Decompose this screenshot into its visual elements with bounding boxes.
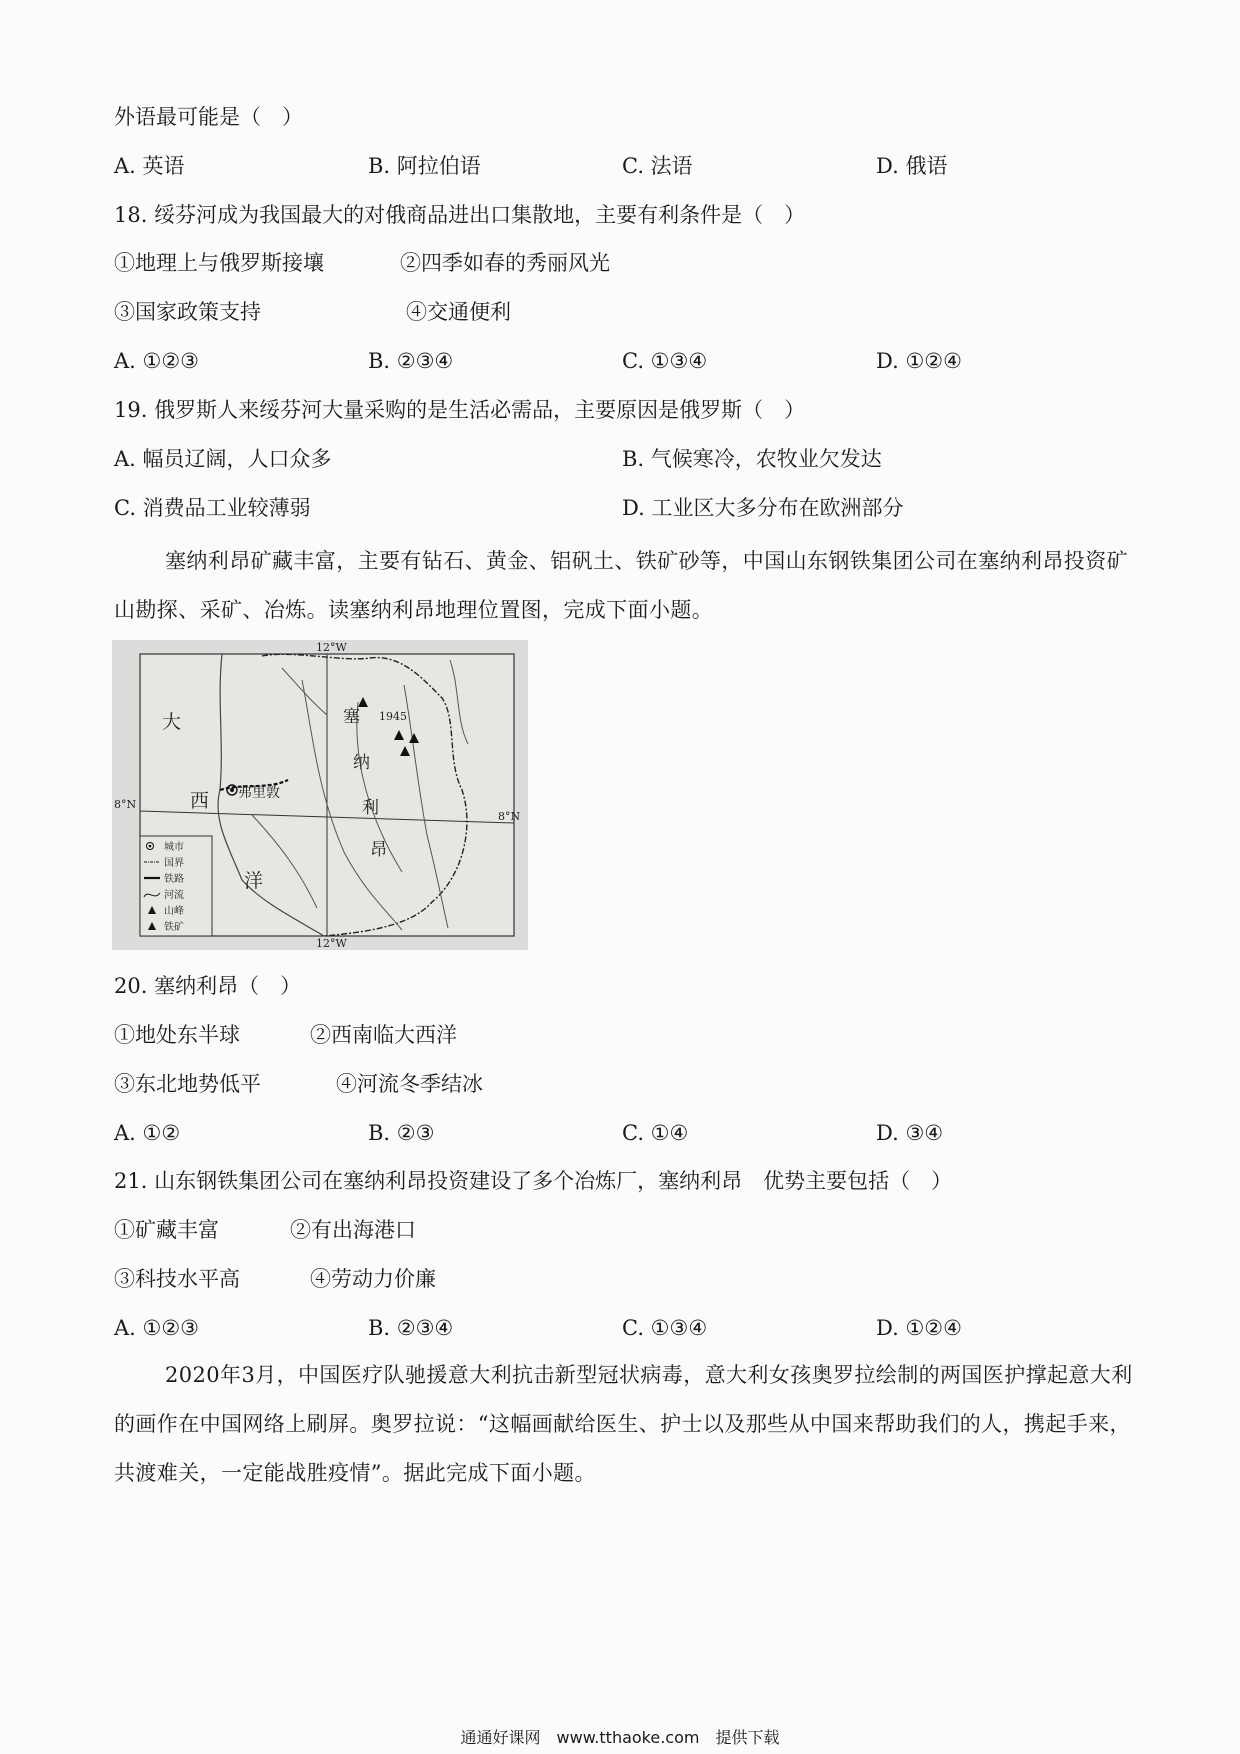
q20-items-row-1 (114, 1020, 1134, 1050)
q20-item-1: ①地处东半球 (114, 1023, 240, 1047)
q21-item-1: ①矿藏丰富 (114, 1218, 219, 1242)
q18-options (114, 346, 1134, 376)
q20-items-row-2 (114, 1069, 1134, 1099)
sierra-leone-map (112, 640, 528, 950)
q20-option-b[interactable]: B. ②③ (368, 1121, 435, 1145)
city-label-freetown: 弗里敦 (238, 785, 280, 801)
q18-option-b[interactable]: B. ②③④ (368, 349, 454, 373)
lon-label-bottom: 12°W (316, 937, 347, 950)
q18-items-row-1 (114, 248, 1134, 278)
q20-item-4: ④河流冬季结冰 (336, 1072, 483, 1096)
q20-item-2: ②西南临大西洋 (310, 1023, 457, 1047)
italy-passage: 2020年3月，中国医疗队驰援意大利抗击新型冠状病毒，意大利女孩奥罗拉绘制的两国医护撑起意大利的画作在中国网络上刷屏。奥罗拉说：“这幅画献给医生、护士以及那些从中国来帮助我们的人，携起手来，共渡难关，一定能战胜疫情”。据此完成下面小题。 (114, 1363, 1133, 1485)
q20-options (114, 1118, 1134, 1148)
legend-label-peak: 山峰 (164, 906, 184, 917)
map-legend (140, 836, 212, 936)
q21-items-row-1 (114, 1215, 1134, 1245)
peak-elevation-label: 1945 (379, 710, 407, 723)
q18-option-c[interactable]: C. ①③④ (622, 349, 708, 373)
q21-items-row-2 (114, 1264, 1134, 1294)
sierra-leone-passage: 塞纳利昂矿藏丰富，主要有钻石、黄金、铝矾土、铁矿砂等，中国山东钢铁集团公司在塞纳利昂投资矿山勘探、采矿、冶炼。读塞纳利昂地理位置图，完成下面小题。 (114, 549, 1128, 622)
q17-stem-continued: 外语最可能是（ ） (114, 105, 303, 129)
q18-item-2: ②四季如春的秀丽风光 (400, 251, 610, 275)
q17-option-b[interactable]: B. 阿拉伯语 (368, 154, 481, 178)
q20-option-a[interactable]: A. ①② (114, 1121, 181, 1145)
legend-label-river: 河流 (164, 890, 184, 901)
page-footer: 通通好课网 www.tthaoke.com 提供下载 (460, 1728, 780, 1747)
q21-option-d[interactable]: D. ①②④ (876, 1316, 962, 1340)
legend-label-iron-mine: 铁矿 (164, 922, 184, 933)
q18-item-3: ③国家政策支持 (114, 300, 261, 324)
q20-option-c[interactable]: C. ①④ (622, 1121, 689, 1145)
q18-items-row-2 (114, 297, 1134, 327)
legend-label-border: 国界 (164, 858, 184, 869)
q19-option-b[interactable]: B. 气候寒冷，农牧业欠发达 (622, 447, 882, 471)
country-char-sai: 塞 (343, 707, 360, 727)
lon-label-top: 12°W (316, 641, 347, 654)
legend-label-railway: 铁路 (164, 874, 184, 885)
ocean-char-xi: 西 (190, 790, 210, 812)
q21-option-c[interactable]: C. ①③④ (622, 1316, 708, 1340)
q21-option-a[interactable]: A. ①②③ (114, 1316, 199, 1340)
legend-label-city: 城市 (164, 842, 184, 853)
q21-item-3: ③科技水平高 (114, 1267, 240, 1291)
q20-stem: 20. 塞纳利昂（ ） (114, 974, 302, 998)
legend-city-icon-dot (149, 845, 152, 848)
q18-option-a[interactable]: A. ①②③ (114, 349, 199, 373)
q19-option-a[interactable]: A. 幅员辽阔，人口众多 (114, 447, 332, 471)
q21-item-2: ②有出海港口 (290, 1218, 416, 1242)
lat-label-right: 8°N (498, 810, 521, 823)
q18-option-d[interactable]: D. ①②④ (876, 349, 962, 373)
freetown-city-dot (230, 788, 234, 792)
q20-option-d[interactable]: D. ③④ (876, 1121, 944, 1145)
q20-item-3: ③东北地势低平 (114, 1072, 261, 1096)
q17-option-d[interactable]: D. 俄语 (876, 154, 948, 178)
q21-option-b[interactable]: B. ②③④ (368, 1316, 454, 1340)
ocean-char-da: 大 (162, 711, 182, 733)
q19-option-c[interactable]: C. 消费品工业较薄弱 (114, 496, 311, 520)
q17-option-a[interactable]: A. 英语 (114, 154, 185, 178)
ocean-char-yang: 洋 (244, 870, 264, 892)
q19-options-row-1 (114, 444, 1134, 474)
q21-stem: 21. 山东钢铁集团公司在塞纳利昂投资建设了多个冶炼厂，塞纳利昂 优势主要包括（ ） (114, 1169, 953, 1193)
country-char-li: 利 (362, 798, 379, 818)
q21-item-4: ④劳动力价廉 (310, 1267, 436, 1291)
q17-option-c[interactable]: C. 法语 (622, 154, 693, 178)
q19-stem: 19. 俄罗斯人来绥芬河大量采购的是生活必需品，主要原因是俄罗斯（ ） (114, 398, 806, 422)
q18-item-1: ①地理上与俄罗斯接壤 (114, 251, 324, 275)
lat-label-left: 8°N (114, 798, 137, 811)
country-char-na: 纳 (353, 753, 370, 773)
q18-stem: 18. 绥芬河成为我国最大的对俄商品进出口集散地，主要有利条件是（ ） (114, 203, 806, 227)
q21-options (114, 1313, 1134, 1343)
q17-options (114, 151, 1134, 181)
q19-option-d[interactable]: D. 工业区大多分布在欧洲部分 (622, 496, 904, 520)
q19-options-row-2 (114, 493, 1134, 523)
q18-item-4: ④交通便利 (406, 300, 511, 324)
country-char-ang: 昂 (370, 840, 387, 860)
